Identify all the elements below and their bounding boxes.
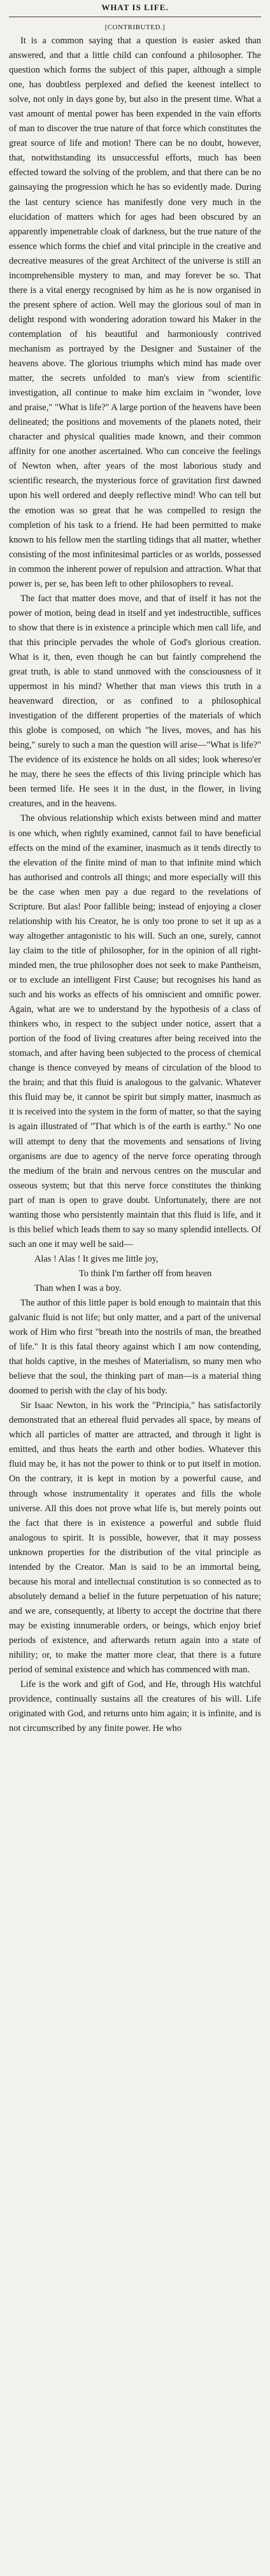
paragraph-5: Sir Isaac Newton, in his work the "Principia," has satisfactorily demonstrated that an ethereal fluid pervades all space, by means of which all particles of matter are attracted, and through it light is emitted, and thus heats the earth and other bodies. Whatever this fluid may be, it has not the power to think or to put itself in motion. On the contrary, it is kept in motion by a powerful cause, and through whose instrumentality it operates and fills the whole universe. All this does not prove what life is, but merely points out the fact that there is in existence a powerful and subtle fluid analogous to spirit. It is possible, however, that it may possess unknown properties for the distribution of the vital principle as intended by the Creator. Man is said to be an immortal being, because his moral and intellectual constitution is so connected as to absolutely demand a belief in the future perpetuation of his nature; and we are, consequently, at liberty to accept the doctrine that there may be existing innumerable orders, or beings, which enjoy brief periods of existence, and afterwards return again into a state of nihility; or, to make the matter more clear, that there is a future period of seminal existence and which has commenced with man.	[9, 1400, 261, 1676]
poem-quote	[9, 1252, 261, 1296]
article-title: WHAT IS LIFE.	[101, 3, 169, 12]
paragraph-1: It is a common saying that a question is easier asked than answered, and that a little child can confound a philosopher. The question which forms the subject of this paper, although a simple one, has doubtless perplexed and defied the keenest intellect to solve, not only in days gone by, but also in the present time. What a vast amount of mental power has been expended in the vain efforts of man to discover the true nature of that force which constitutes the great source of life and motion! There can be no doubt, however, that, notwithstanding its unsuccessful efforts, much has been effected toward the solving of the problem, and that there can be no gainsaying the progression which he has so evidently made. During the last century science has manifestly done very much in the elucidation of matters which for ages had been obscured by an apparently impenetrable cloak of darkness, but the true nature of the essence which forms the chief and vital principle in the creative and decreative measures of the great Architect of the universe is still an incomprehensible mystery to man, and may forever be so. That there is a vital energy recognised by him as he is now organised in the present sphere of action. Well may the glorious soul of man in delight respond with wondering adoration toward his Maker in the contemplation of his beautiful and harmoniously contrived mechanism as portrayed by the Designer and Sustainer of the heavens above. The glorious triumphs which mind has made over matter, the secrets unfolded to man's view from scientific investigation, all continue to make him exclaim in "wonder, love and praise," "What is life?" A large portion of the heavens have been delineated; the positions and movements of the planets noted, their character and physical qualities made known, and their common affinity for one another ascertained. Who can conceive the feelings of Newton when, after years of the most laborious study and scientific research, the mysterious force of gravitation first dawned upon his well ordered and deeply reflective mind! Who can tell but the emotion was so great that he was compelled to resign the completion of his task to a friend. He had been permitted to make known to his fellow men the startling tidings that all matter, whether consisting of the most infinitesimal particles or as worlds, possessed in common the inherent power of repulsion and attraction. What that power is, per se, has been left to other philosophers to reveal.	[9, 36, 261, 589]
article-attribution: [CONTRIBUTED.]	[104, 24, 166, 31]
poem-line-3: Than when I was a boy.	[34, 1283, 122, 1293]
poem-line-2: To think I'm farther off from heaven	[79, 1268, 212, 1279]
paragraph-6: Life is the work and gift of God, and He, through His watchful providence, continually sustains all the creatures of his will. Life originated with God, and returns unto him again; it is infinite, and is not circumscribed by any finite power. He who	[9, 1679, 261, 1734]
paragraph-3: The obvious relationship which exists between mind and matter is one which, when rightly examined, cannot fail to have beneficial effects on the mind of the examiner, inasmuch as it tends directly to the elevation of the finite mind of man to that infinite mind which has authorised and controls all things; and more especially will this be the case when men pay a due regard to the revelations of Scripture. But alas! Poor fallible being; instead of enjoying a closer relationship with his Creator, he is only too prone to set it up as a way altogether antagonistic to his will. Such an one, surely, cannot lay claim to the title of philosopher, for in the opinion of all right-minded men, the true philosopher does not seek to make Pantheism, or to exclude an intelligent First Cause; but recognises his hand as such and his works as effects of his omniscient and omnific power. Again, what are we to understand by the hypothesis of a class of thinkers who, in respect to the subject under notice, assert that a portion of the food of living creatures after being received into the stomach, and after having been subjected to the process of chemical change is thence conveyed by means of circulation of the blood to the brain; and that this fluid is analogous to the galvanic. Whatever this fluid may be, it cannot be spirit but simply matter, inasmuch as it is received into the system in the form of matter, so that the saying is again illustrated of "That which is of the earth is earthy." No one will attempt to deny that the movements and sensations of living organisms are due to agency of the nerve force operating through the medium of the brain and nervous centres on the muscular and osseous system; but that this nerve force constitutes the thinking part of man is open to grave doubt. Unfortunately, there are not wanting those who persistently maintain that this fluid is life, and it is this belief which leads them to say so many splendid intellects. Of such an one it may well be said—	[9, 813, 261, 1249]
paragraph-4: The author of this little paper is bold enough to maintain that this galvanic fluid is not life; but only matter, and a part of the universal work of Him who first "breath into the nostrils of man, the breathed of life." It is this fatal theory against which I am now contending, that holds captive, in the meshes of Materialism, so many men who believe that the soul, the thinking part of man—is a material thing doomed to perish with the clay of his body.	[9, 1297, 261, 1397]
poem-line-1: Alas ! Alas ! It gives me little joy,	[34, 1253, 159, 1264]
paragraph-2: The fact that matter does move, and that of itself it has not the power of motion, being dead in itself and yet indestructible, suffices to show that there is in existence a principle which men call life, and that this principle pervades the whole of God's glorious creation. What is it, then, even though he can but faintly comprehend the great truth, is able to stand unmoved with the consciousness of it uppermost in his mind? Whether that man views this truth in a heavenward direction, or as confined to a philosophical investigation of the different properties of the materials of which this globe is composed, on which "he lives, moves, and has his being," surely to such a man the question will arise—"What is life?" The evidence of its existence he holds on all sides; look whereso'er he may, there he sees the effects of this living principle which has been termed life. He sees it in the dust, in the flower, in living creatures, and in the heavens.	[9, 593, 261, 809]
